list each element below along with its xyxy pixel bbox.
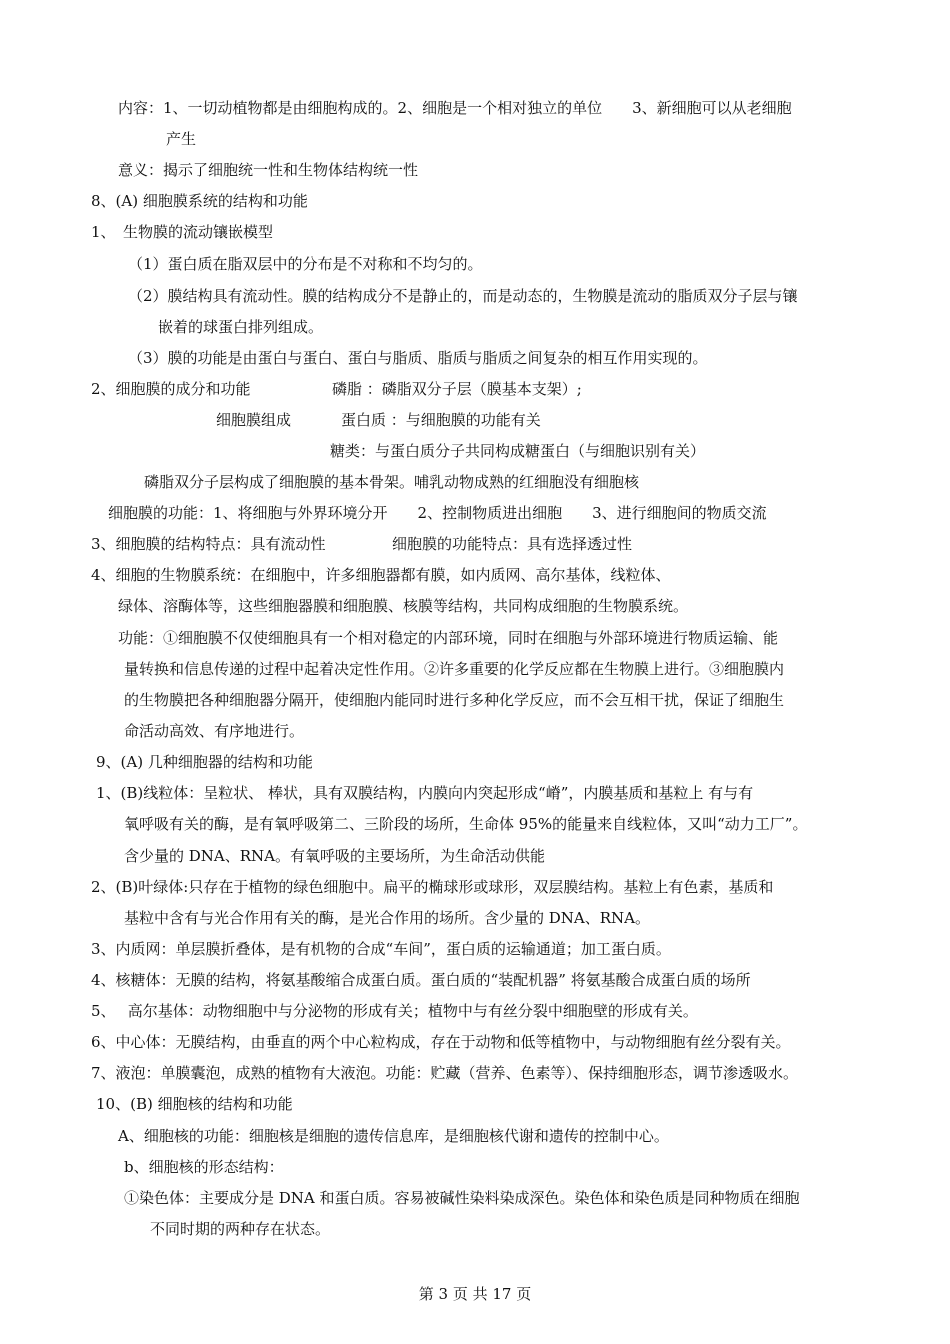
text-line: 1、(B)线粒体：呈粒状、 棒状，具有双膜结构，内膜向内突起形成“嵴”，内膜基质和基粒上 有与有: [96, 784, 754, 802]
text-line: 含少量的 DNA、RNA。有氧呼吸的主要场所，为生命活动供能: [124, 847, 546, 865]
section-heading: 10、(B) 细胞核的结构和功能: [96, 1095, 293, 1113]
text-line: 7、液泡：单膜囊泡，成熟的植物有大液泡。功能：贮藏（营养、色素等）、保持细胞形态，调节渗透吸水。: [91, 1064, 799, 1082]
text-line: 蛋白质 ：与细胞膜的功能有关: [341, 411, 541, 429]
section-heading: 9、(A) 几种细胞器的结构和功能: [96, 753, 313, 771]
text-line: 细胞膜组成: [216, 411, 292, 429]
text-line: 的生物膜把各种细胞器分隔开，使细胞内能同时进行多种化学反应，而不会互相干扰，保证了细胞生: [124, 691, 785, 709]
subsection-heading: 1、 生物膜的流动镶嵌模型: [91, 223, 274, 241]
text-line: 绿体、溶酶体等，这些细胞器膜和细胞膜、核膜等结构，共同构成细胞的生物膜系统。: [118, 597, 689, 615]
text-line: 6、中心体：无膜结构，由垂直的两个中心粒构成，存在于动物和低等植物中，与动物细胞有丝分裂有关。: [91, 1033, 791, 1051]
text-line: 糖类：与蛋白质分子共同构成糖蛋白（与细胞识别有关）: [330, 442, 706, 460]
text-line: 意义：揭示了细胞统一性和生物体结构统一性: [118, 161, 419, 179]
text-line: ①染色体：主要成分是 DNA 和蛋白质。容易被碱性染料染成深色。染色体和染色质是同种物质在细胞: [124, 1189, 800, 1207]
text-line: 量转换和信息传递的过程中起着决定性作用。②许多重要的化学反应都在生物膜上进行。③细胞膜内: [124, 660, 785, 678]
text-line: （1）蛋白质在脂双层中的分布是不对称和不均匀的。: [128, 255, 483, 273]
text-line: 嵌着的球蛋白排列组成。: [158, 318, 324, 336]
text-line: 细胞膜的功能：1、将细胞与外界环境分开 2、控制物质进出细胞 3、进行细胞间的物质交流: [108, 504, 767, 522]
text-line: 功能：①细胞膜不仅使细胞具有一个相对稳定的内部环境，同时在细胞与外部环境进行物质运输、能: [118, 629, 779, 647]
text-line: （3）膜的功能是由蛋白与蛋白、蛋白与脂质、脂质与脂质之间复杂的相互作用实现的。: [128, 349, 708, 367]
text-line: （2）膜结构具有流动性。膜的结构成分不是静止的，而是动态的，生物膜是流动的脂质双分子层与镶: [128, 287, 798, 305]
text-line: 内容：1、一切动植物都是由细胞构成的。2、细胞是一个相对独立的单位 3、新细胞可以从老细胞: [118, 99, 792, 117]
text-line: 磷脂 ：磷脂双分子层（膜基本支架）;: [332, 380, 582, 398]
text-line: 2、(B)叶绿体:只存在于植物的绿色细胞中。扁平的椭球形或球形，双层膜结构。基粒上有色素，基质和: [91, 878, 774, 896]
section-heading: 8、(A) 细胞膜系统的结构和功能: [91, 192, 308, 210]
text-line: 产生: [166, 130, 197, 148]
text-line: 细胞膜的功能特点：具有选择透过性: [392, 535, 633, 553]
text-line: 不同时期的两种存在状态。: [150, 1220, 331, 1238]
text-line: b、细胞核的形态结构：: [124, 1158, 284, 1176]
text-line: 4、核糖体：无膜的结构，将氨基酸缩合成蛋白质。蛋白质的“装配机器” 将氨基酸合成蛋白质的场所: [91, 971, 751, 989]
page-footer: 第 3 页 共 17 页: [418, 1285, 532, 1303]
text-line: 4、细胞的生物膜系统：在细胞中，许多细胞器都有膜，如内质网、高尔基体，线粒体、: [91, 566, 671, 584]
text-line: 氧呼吸有关的酶，是有氧呼吸第二、三阶段的场所，生命体 95%的能量来自线粒体，又叫“动力工厂”。: [124, 815, 808, 833]
text-line: 命活动高效、有序地进行。: [124, 722, 305, 740]
text-line: 3、内质网：单层膜折叠体，是有机物的合成“车间”，蛋白质的运输通道；加工蛋白质。: [91, 940, 671, 958]
text-line: A、细胞核的功能：细胞核是细胞的遗传信息库，是细胞核代谢和遗传的控制中心。: [118, 1127, 669, 1145]
subsection-heading: 2、细胞膜的成分和功能: [91, 380, 251, 398]
text-line: 基粒中含有与光合作用有关的酶，是光合作用的场所。含少量的 DNA、RNA。: [124, 909, 651, 927]
text-line: 5、 高尔基体：动物细胞中与分泌物的形成有关；植物中与有丝分裂中细胞壁的形成有关。: [91, 1002, 698, 1020]
text-line: 磷脂双分子层构成了细胞膜的基本骨架。哺乳动物成熟的红细胞没有细胞核: [144, 473, 640, 491]
text-line: 3、细胞膜的结构特点：具有流动性: [91, 535, 326, 553]
